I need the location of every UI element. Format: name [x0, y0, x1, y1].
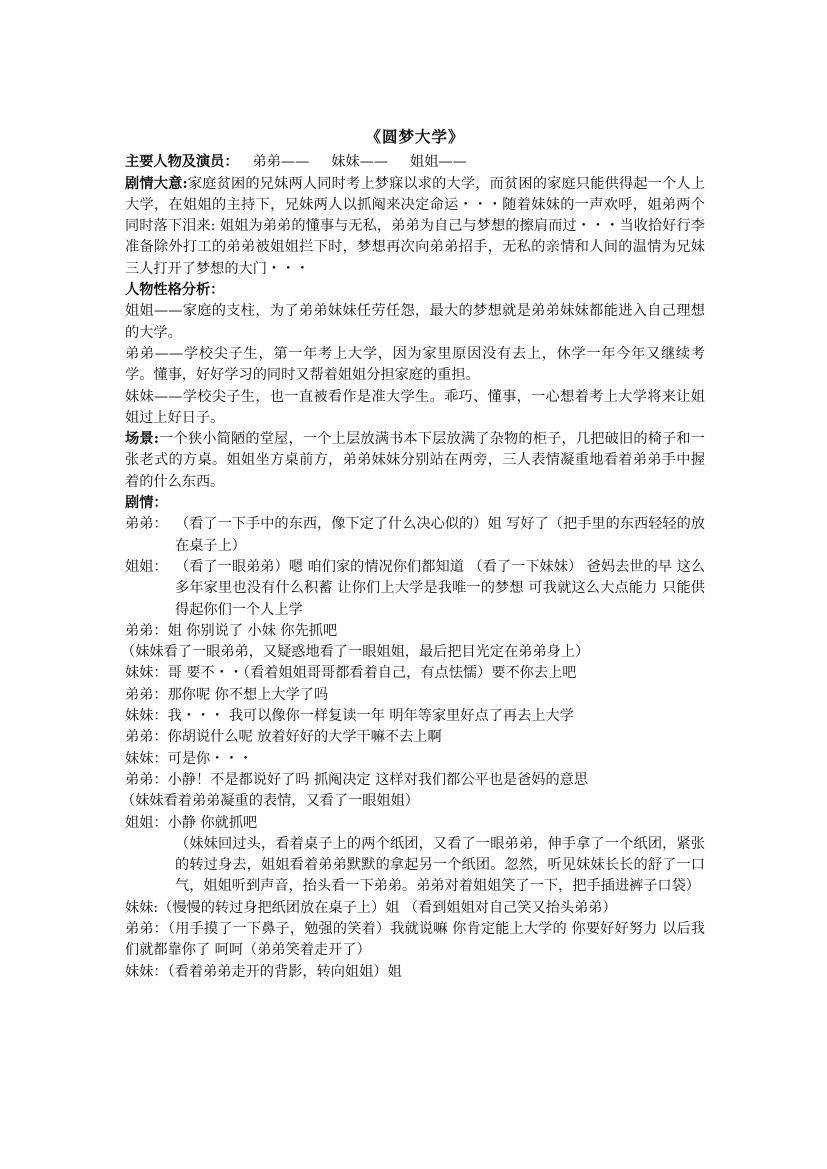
cast-label: 主要人物及演员： [125, 154, 239, 171]
cast-item-sister: 妹妹—— [331, 154, 389, 171]
stage-direction: （妹妹看着弟弟凝重的表情，又看了一眼姐姐） [121, 793, 419, 810]
dialogue-line: 妹妹：可是你・・・ [125, 750, 253, 767]
dialogue-line: 弟弟：小静！不是都说好了吗 抓阄决定 这样对我们都公平也是爸妈的意思 [125, 771, 589, 788]
stage-direction: （妹妹看了一眼弟弟，又疑惑地看了一眼姐姐，最后把目光定在弟弟身上） [121, 644, 590, 661]
cast-line [125, 152, 705, 173]
synopsis-label: 剧情大意: [125, 175, 188, 192]
cast-item-brother: 弟弟—— [252, 154, 310, 171]
character-sister: 妹妹——学校尖子生，也一直被看作是准大学生。乖巧、懂事，一心想着考上大学将来让姐姐过上好日子。 [125, 388, 705, 426]
plot-heading: 剧情： [125, 495, 168, 512]
dialogue-line: 弟弟：姐 你别说了 小妹 你先抓吧 [125, 622, 338, 639]
scene-text: 一个狭小简陋的堂屋，一个上层放满书本下层放满了杂物的柜子，几把破旧的椅子和一张老式的方桌。姐姐坐方桌前方，弟弟妹妹分别站在两旁，三人表情凝重地看着弟弟手中握着的什么东西。 [125, 431, 705, 490]
dialogue-line: 姐姐： （看了一眼弟弟）嗯 咱们家的情况你们都知道 （看了一下妹妹） 爸妈去世的早 这么多年家里也没有什么积蓄 让你们上大学是我唯一的梦想 可我就这么大点能力 只能供得起你们一个人上学 [125, 558, 705, 618]
document-page [121, 126, 705, 983]
dialogue-line: 妹妹：我・・・ 我可以像你一样复读一年 明年等家里好点了再去上大学 [125, 708, 574, 725]
characters-heading: 人物性格分析： [125, 282, 225, 299]
scene-paragraph [125, 429, 705, 493]
dialogue-line: 弟弟：那你呢 你不想上大学了吗 [125, 686, 329, 703]
character-brother: 弟弟——学校尖子生，第一年考上大学，因为家里原因没有去上，休学一年今年又继续考学。懂事，好好学习的同时又帮着姐姐分担家庭的重担。 [125, 345, 705, 384]
dialogue-line: 妹妹:（慢慢的转过身把纸团放在桌子上）姐 （看到姐姐对自己笑又抬头弟弟） [125, 899, 617, 916]
stage-direction: （妹妹回过头，看着桌子上的两个纸团，又看了一眼弟弟，伸手拿了一个纸团，紧张的转过身去，姐姐看着弟弟默默的拿起另一个纸团。忽然，听见妹妹长长的舒了一口气，姐姐听到声音，抬头看一下弟弟。弟弟对着姐姐笑了一下，把手插进裤子口袋） [175, 835, 705, 895]
dialogue-line: 弟弟： （看了一下手中的东西，像下定了什么决心似的）姐 写好了（把手里的东西轻轻的放在桌子上） [125, 516, 705, 554]
dialogue-line: 姐姐：小静 你就抓吧 [125, 814, 258, 831]
dialogue-line: 弟弟：你胡说什么呢 放着好好的大学干嘛不去上啊 [125, 729, 442, 746]
dialogue-line: 弟弟：（用手摸了一下鼻子，勉强的笑着）我就说嘛 你肯定能上大学的 你要好好努力 以后我们就都靠你了 呵呵（弟弟笑着走开了） [125, 920, 705, 959]
scene-label: 场景: [125, 431, 159, 448]
dialogue-line: 妹妹：哥 要不・・（看着姐姐哥哥都看着自己，有点怯懦）要不你去上吧 [125, 665, 577, 682]
document-title: 《圆梦大学》 [365, 127, 465, 146]
dialogue-line: 妹妹：（看着弟弟走开的背影，转向姐姐）姐 [125, 963, 402, 980]
plot-lines [121, 514, 705, 983]
cast-item-elder-sister: 姐姐—— [410, 154, 467, 171]
synopsis-paragraph [125, 174, 705, 280]
character-elder-sister: 姐姐——家庭的支柱，为了弟弟妹妹任劳任怨，最大的梦想就是弟弟妹妹都能进入自己理想的大学。 [125, 303, 705, 341]
synopsis-text: 家庭贫困的兄妹两人同时考上梦寐以求的大学，而贫困的家庭只能供得起一个人上大学，在姐姐的主持下，兄妹两人以抓阄来决定命运・・・随着妹妹的一声欢呼，姐弟两个同时落下泪来: 姐姐为弟弟的懂事与无私，弟弟为自己与梦想的擦肩而过・・・当收拾好行李准备除外打工的弟弟被姐姐拦下时，梦想再次向弟弟招手，无私的亲情和人间的温情为兄妹三人打开了梦想的大门・・・ [125, 175, 705, 277]
